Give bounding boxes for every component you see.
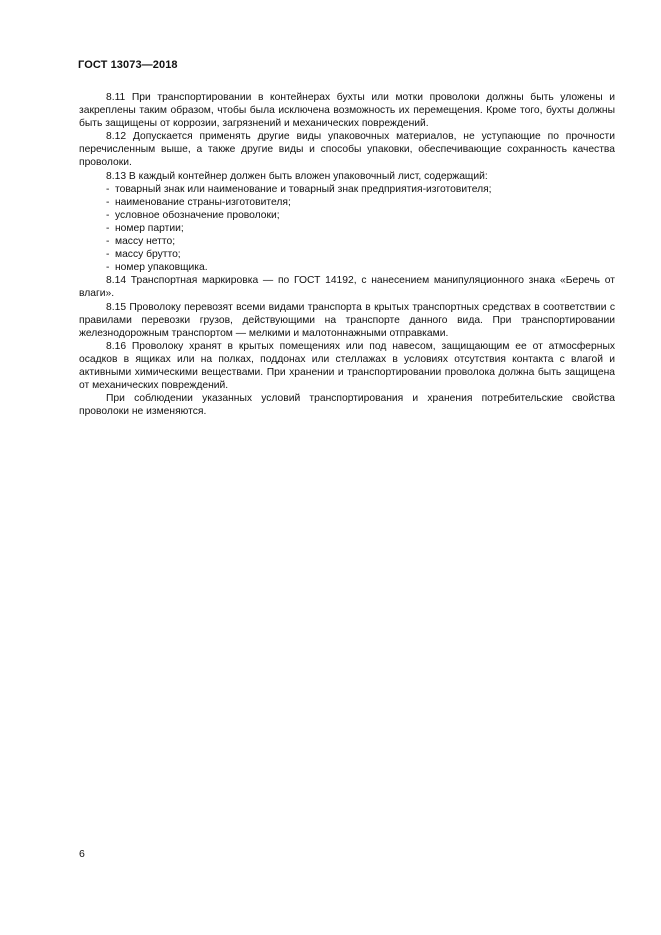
list-item: - наименование страны-изготовителя; [106,196,291,208]
paragraph-8-13: 8.13 В каждый контейнер должен быть вложен упаковочный лист, содержащий: [106,170,488,182]
document-header: ГОСТ 13073—2018 [78,59,178,71]
paragraph-8-11: 8.11 При транспортировании в контейнерах бухты или мотки проволоки должны быть уложены и закреплены таким образом, чтобы была исключена возможность их перемещения. Кроме того, бухты должны быть защищены от коррозии, загрязнений и механических повреждений. [79,92,615,130]
paragraph-8-12: 8.12 Допускается применять другие виды упаковочных материалов, не уступающие по прочности перечисленным выше, а также другие виды и способы упаковки, обеспечивающие сохранность качества проволоки. [79,131,615,169]
list-dash: - [106,183,110,195]
list-dash: - [106,196,110,208]
page-number: 6 [79,848,85,860]
paragraph-8-14: 8.14 Транспортная маркировка — по ГОСТ 14192, с нанесением манипуляционного знака «Беречь от влаги». [79,275,615,300]
list-item: - массу нетто; [106,236,176,248]
document-body [79,91,615,418]
list-dash: - [106,209,110,221]
list-item: - номер упаковщика. [106,262,208,274]
list-item: - массу брутто; [106,249,181,261]
list-item: - условное обозначение проволоки; [106,209,280,221]
list-item: - номер партии; [106,222,184,234]
paragraph-8-16: 8.16 Проволоку хранят в крытых помещениях или под навесом, защищающим ее от атмосферных осадков в ящиках или на полках, поддонах или стеллажах в условиях отсутствия контакта с влагой и активными химическими веществами. При хранении и транспортировании проволока должна быть защищена от механических повреждений. [79,340,615,392]
paragraph-final: При соблюдении указанных условий транспортирования и хранения потребительские свойства проволоки не изменяются. [79,393,615,418]
paragraph-8-15: 8.15 Проволоку перевозят всеми видами транспорта в крытых транспортных средствах в соответствии с правилами перевозки грузов, действующими на транспорте данного вида. При транспортировании железнодорожным транспортом — мелкими и малотоннажными отправками. [79,301,615,339]
list-item: - товарный знак или наименование и товарный знак предприятия-изготовителя; [106,183,492,195]
packing-list-contents [79,183,615,275]
list-dash: - [106,222,110,234]
list-dash: - [106,236,110,248]
list-dash: - [106,249,110,261]
list-dash: - [106,262,110,274]
